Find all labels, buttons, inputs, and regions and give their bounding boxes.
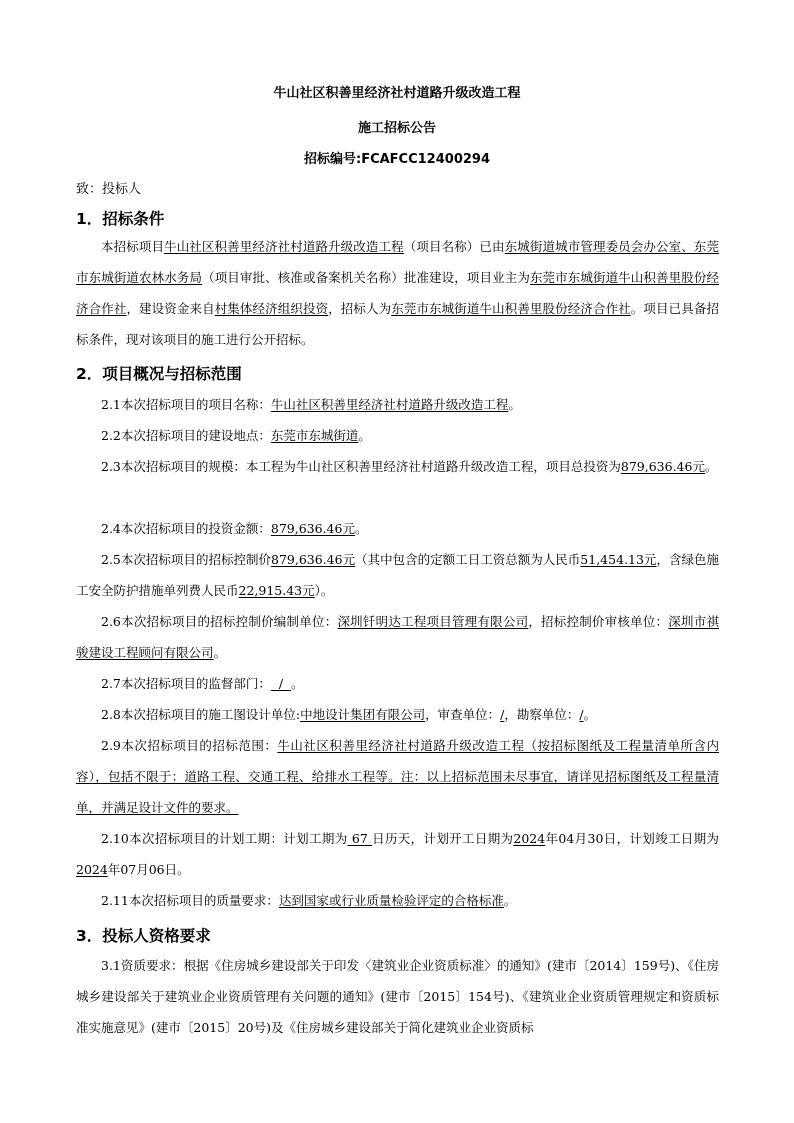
item-end: 。	[704, 459, 718, 474]
item-end: 。	[354, 521, 368, 536]
text-segment: 。项目已具备招标条件，现对该项目的施工进行公开招标。	[76, 301, 719, 347]
supervisor-value: /	[270, 676, 291, 691]
item-text: 2.8本次招标项目的施工图设计单位:	[101, 707, 301, 722]
item-text: 2.3本次招标项目的规模：本工程为牛山社区积善里经济社村道路升级改造工程，项目总投资为	[101, 459, 621, 474]
duration-days: 67	[347, 831, 373, 846]
document-subtitle: 施工招标公告	[357, 121, 436, 136]
item-text: 2.10本次招标项目的计划工期：计划工期为	[101, 831, 348, 846]
text-segment: ，招标人为	[328, 301, 392, 316]
investment-amount-value: 879,636.46元	[270, 521, 355, 536]
item-2-3	[76, 451, 719, 482]
end-year: 2024	[76, 862, 108, 877]
tenderer: 东莞市东城街道牛山积善里股份经济合作社	[391, 301, 631, 316]
project-name-value: 牛山社区积善里经济社村道路升级改造工程	[270, 397, 509, 412]
control-price-value: 879,636.46元	[271, 552, 356, 567]
item-end: 。	[583, 707, 597, 722]
safety-fee-value: 22,915.43元	[238, 583, 315, 598]
approver: 东城街道城市管理委员会办公室、东莞市东城街道农林水务局	[76, 239, 719, 285]
item-label: 2.4本次招标项目的投资金额：	[101, 521, 271, 536]
item-text: ，招标控制价审核单位：	[528, 614, 669, 629]
total-investment-value: 879,636.46元	[620, 459, 705, 474]
item-2-7	[76, 668, 719, 699]
text-segment: 本招标项目	[101, 239, 165, 254]
reviewer-value: /	[500, 707, 505, 722]
section3-heading: 3．投标人资格要求	[76, 927, 211, 945]
item-label: 2.1本次招标项目的项目名称：	[101, 397, 271, 412]
item-text: 年04月30日，计划竣工日期为	[545, 831, 719, 846]
item-text: ，勘察单位：	[504, 707, 580, 722]
item-end: ）。	[314, 583, 334, 598]
item-2-6	[76, 606, 719, 668]
start-year: 2024	[513, 831, 546, 846]
salutation: 致：投标人	[76, 182, 142, 197]
item-2-8	[76, 699, 719, 730]
item-label: 2.11本次招标项目的质量要求：	[101, 893, 279, 908]
item-3-1: 3.1资质要求：根据《住房城乡建设部关于印发〈建筑业企业资质标准〉的通知》(建市〔2014〕159号)、《住房城乡建设部关于建筑业企业资质管理有关问题的通知》(建市〔2015〕154号)、《建筑业企业资质管理规定和资质标准实施意见》(建市〔2015〕20号)及《住房城乡建设部关于简化建筑业企业资质标	[76, 958, 719, 1035]
item-text: 2.6本次招标项目的招标控制价编制单位：	[101, 614, 338, 629]
item-text: ，含绿色施工安全防护措施单列费人民币	[76, 552, 719, 598]
item-text: 日历天，计划开工日期为	[372, 831, 514, 846]
item-end: 。	[508, 397, 521, 412]
section1-heading: 1．招标条件	[76, 210, 165, 228]
item-2-1	[76, 389, 719, 420]
item-2-11	[76, 885, 719, 916]
labor-wage-value: 51,454.13元	[580, 552, 657, 567]
quality-value: 达到国家或行业质量检验评定的合格标准	[278, 893, 504, 908]
text-segment: （项目名称）已由	[403, 239, 505, 254]
item-end: 。	[213, 645, 227, 660]
price-compiler: 深圳钎明达工程项目管理有限公司	[337, 614, 529, 629]
item-2-10	[76, 823, 719, 885]
text-segment: ，建设资金来自	[126, 301, 215, 316]
designer-value: 中地设计集团有限公司	[300, 707, 426, 722]
item-end: 。	[358, 428, 371, 443]
item-end: 年07月06日。	[107, 862, 190, 877]
item-label: 2.2本次招标项目的建设地点：	[101, 428, 271, 443]
item-text: ，审查单位：	[425, 707, 501, 722]
tender-code	[0, 148, 794, 167]
fund-source: 村集体经济组织投资	[214, 301, 329, 316]
section1-paragraph	[76, 231, 719, 355]
item-end: 。	[503, 893, 517, 908]
owner: 东莞市东城街道牛山积善里股份经济合作社	[76, 270, 719, 316]
text-segment: （项目审批、核准或备案机关名称）批准建设，项目业主为	[202, 270, 530, 285]
item-label: 2.9本次招标项目的招标范围：	[101, 738, 278, 753]
surveyor-value: /	[579, 707, 584, 722]
scope-value: 牛山社区积善里经济社村道路升级改造工程（按招标图纸及工程量清单所含内容），包括不限于：道路工程、交通工程、给排水工程等。注：以上招标范围未尽事宜，请详见招标图纸及工程量清单，并满足设计文件的要求。	[76, 738, 719, 815]
item-2-5	[76, 544, 719, 606]
item-text: 2.5本次招标项目的招标控制价	[101, 552, 272, 567]
item-label: 2.7本次招标项目的监督部门：	[101, 676, 271, 691]
item-end: 。	[291, 676, 304, 691]
item-2-9	[76, 730, 719, 823]
document-title: 牛山社区积善里经济社村道路升级改造工程	[273, 86, 521, 101]
item-2-2	[76, 420, 719, 451]
tender-code-value: FCAFCC12400294	[361, 152, 490, 167]
tender-code-label: 招标编号:	[303, 152, 362, 167]
price-auditor: 深圳市祺骏建设工程顾问有限公司	[76, 614, 719, 660]
item-text: （其中包含的定额工日工资总额为人民币	[355, 552, 581, 567]
location-value: 东莞市东城街道	[270, 428, 359, 443]
section2-heading: 2．项目概况与招标范围	[76, 365, 242, 383]
item-2-4	[76, 513, 719, 544]
project-name: 牛山社区积善里经济社村道路升级改造工程	[164, 239, 404, 254]
